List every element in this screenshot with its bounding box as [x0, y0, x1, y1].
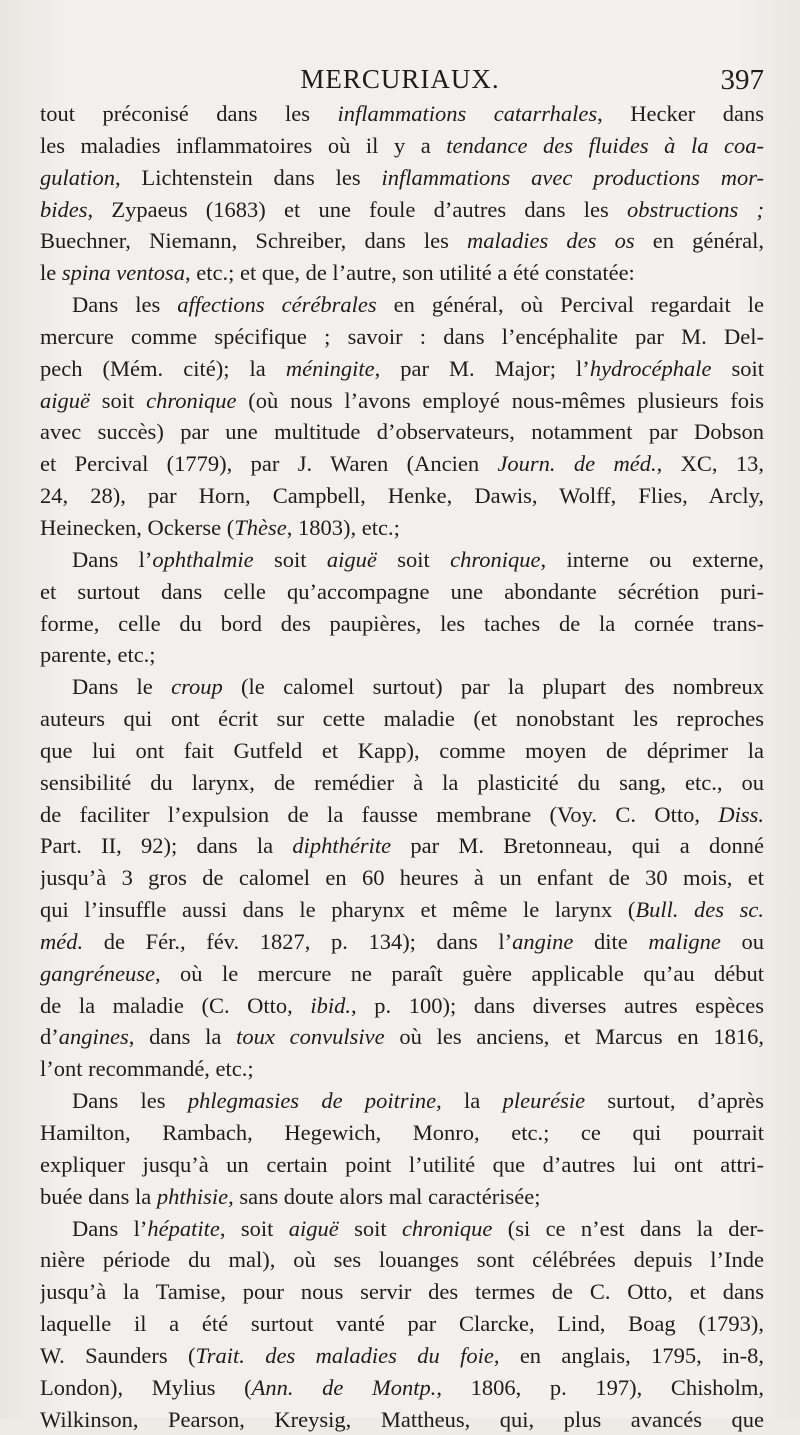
text-phrase: soit [338, 1215, 402, 1241]
text-line [40, 448, 764, 480]
italic-phrase: Ann. de Montp. [251, 1374, 437, 1400]
text-phrase: London), Mylius ( [40, 1374, 252, 1400]
text-phrase: (où nous l’avons employé nous-mêmes plusieurs fois [236, 387, 764, 413]
text-line [40, 1340, 764, 1372]
text-line [40, 862, 764, 894]
text-phrase: buée dans la [40, 1183, 157, 1209]
text-line [40, 1021, 764, 1053]
text-phrase: Dans les [72, 292, 178, 318]
text-line [40, 289, 764, 321]
text-phrase: Buechner, Niemann, Schreiber, dans les [40, 228, 468, 254]
italic-phrase: tendance des fluides à la coa- [446, 132, 764, 158]
text-phrase: l’ont recommandé, etc.; [40, 1056, 254, 1082]
italic-phrase: bides [40, 196, 88, 222]
text-phrase: , dans la [128, 1024, 237, 1050]
text-phrase: le [40, 260, 62, 286]
text-phrase: que lui ont fait Gutfeld et Kapp), comme moyen de déprimer la [40, 737, 764, 763]
text-phrase: soit [253, 546, 327, 572]
text-phrase: , où le mercure ne paraît guère applicable qu’au début [154, 960, 764, 986]
italic-phrase: maladies des os [467, 228, 635, 254]
text-phrase: , p. 100); dans diverses autres espèces [351, 992, 764, 1018]
page-number: 397 [720, 64, 764, 96]
text-phrase: jusqu’à 3 gros de calomel en 60 heures à un enfant de 30 mois, et [40, 865, 764, 891]
text-phrase: , Zypaeus (1683) et une foule d’autres dans les [87, 196, 628, 222]
text-phrase: laquelle il a été surtout vanté par Clarcke, Lind, Boag (1793), [40, 1311, 764, 1337]
text-phrase: Heinecken, Ockerse ( [40, 514, 235, 540]
text-phrase: , la [436, 1088, 503, 1114]
text-line [40, 480, 764, 512]
text-phrase: et surtout dans celle qu’accompagne une abondante sécrétion puri- [40, 578, 764, 604]
text-line [40, 1149, 764, 1181]
text-line [40, 639, 764, 671]
text-phrase: et Percival (1779), par J. Waren (Ancien [40, 451, 498, 477]
text-line [40, 194, 764, 226]
italic-phrase: phthisie [156, 1183, 229, 1209]
text-phrase: où les anciens, et Marcus en 1816, [384, 1024, 764, 1050]
italic-phrase: hydrocéphale [589, 355, 712, 381]
italic-phrase: angine [512, 928, 574, 954]
text-phrase: en général, où Percival regardait le [376, 292, 764, 318]
text-line [40, 544, 764, 576]
text-phrase: (le calomel surtout) par la plupart des nombreux [222, 674, 764, 700]
text-phrase: expliquer jusqu’à un certain point l’utilité que d’autres lui ont attri- [40, 1151, 764, 1177]
text-phrase: sensibilité du larynx, de remédier à la plasticité du sang, etc., ou [40, 769, 764, 795]
italic-phrase: hépatite [147, 1215, 220, 1241]
italic-phrase: Thèse [234, 514, 287, 540]
text-phrase: , soit [219, 1215, 289, 1241]
text-line [40, 1244, 764, 1276]
text-phrase: jusqu’à la Tamise, pour nous servir des termes de C. Otto, et dans [40, 1279, 764, 1305]
text-line [40, 1213, 764, 1245]
italic-phrase: gulation [40, 164, 116, 190]
text-phrase: , 1806, p. 197), Chisholm, [436, 1374, 764, 1400]
text-line [40, 576, 764, 608]
text-line [40, 321, 764, 353]
italic-phrase: obstructions ; [627, 196, 764, 222]
italic-phrase: toux convulsive [236, 1024, 385, 1050]
text-line [40, 1181, 764, 1213]
text-phrase: W. Saunders ( [40, 1342, 196, 1368]
text-phrase: soit [711, 355, 764, 381]
text-line [40, 416, 764, 448]
text-line [40, 130, 764, 162]
italic-phrase: chronique [146, 387, 237, 413]
running-title: MERCURIAUX. [300, 64, 500, 94]
text-phrase: d’ [40, 1024, 59, 1050]
text-line [40, 385, 764, 417]
text-phrase: Part. II, 92); dans la [40, 833, 293, 859]
text-phrase: , interne ou externe, [540, 546, 764, 572]
text-line [40, 98, 764, 130]
text-line [40, 162, 764, 194]
text-phrase: ou [720, 928, 764, 954]
text-line [40, 958, 764, 990]
text-phrase: Dans les [72, 1088, 188, 1114]
italic-phrase: gangréneuse [40, 960, 155, 986]
text-phrase: en général, [634, 228, 764, 254]
text-phrase: tout préconisé dans les [40, 101, 338, 126]
text-phrase: , etc.; et que, de l’autre, son utilité a été constatée: [185, 260, 635, 286]
italic-phrase: angines [58, 1024, 129, 1050]
text-line [40, 353, 764, 385]
italic-phrase: Diss. [718, 801, 764, 827]
text-phrase: de faciliter l’expulsion de la fausse membrane (Voy. C. Otto, [40, 801, 719, 827]
text-phrase: parente, etc.; [40, 642, 156, 668]
italic-phrase: croup [171, 674, 223, 700]
italic-phrase: spina ventosa [61, 260, 185, 286]
text-line [40, 735, 764, 767]
text-line [40, 608, 764, 640]
text-phrase: soit [90, 387, 147, 413]
text-line [40, 1085, 764, 1117]
text-phrase: soit [376, 546, 451, 572]
text-phrase: de la maladie (C. Otto, [40, 992, 311, 1018]
text-line [40, 512, 764, 544]
text-line [40, 1404, 764, 1435]
italic-phrase: maligne [648, 928, 721, 954]
italic-phrase: ophthalmie [152, 546, 254, 572]
text-phrase: nière période du mal), où ses louanges sont célébrées depuis l’Inde [40, 1247, 764, 1273]
body-text [40, 98, 764, 1435]
text-phrase: , XC, 13, [656, 451, 764, 477]
text-line [40, 225, 764, 257]
italic-phrase: méningite [285, 355, 375, 381]
text-line [40, 1053, 764, 1085]
text-phrase: Wilkinson, Pearson, Kreysig, Mattheus, qui, plus avancés que [40, 1406, 764, 1432]
italic-phrase: aiguë [326, 546, 377, 572]
text-phrase: , par M. Major; l’ [374, 355, 590, 381]
text-line [40, 671, 764, 703]
text-phrase: Dans le [72, 674, 172, 700]
text-phrase: , Lichtenstein dans les [115, 164, 382, 190]
text-line [40, 1117, 764, 1149]
text-phrase: (si ce n’est dans la der- [492, 1215, 764, 1241]
text-line [40, 830, 764, 862]
text-phrase: , sans doute alors mal caractérisée; [228, 1183, 541, 1209]
italic-phrase: Trait. des maladies du foie [195, 1342, 494, 1368]
italic-phrase: inflammations catarrhales [337, 101, 598, 126]
text-phrase: , en anglais, 1795, in-8, [493, 1342, 764, 1368]
text-line [40, 1276, 764, 1308]
text-phrase: surtout, d’après [585, 1088, 764, 1114]
text-line [40, 926, 764, 958]
italic-phrase: ibid. [310, 992, 352, 1018]
text-phrase: auteurs qui ont écrit sur cette maladie (et nonobstant les reproches [40, 706, 764, 732]
text-phrase: les maladies inflammatoires où il y a [40, 132, 447, 158]
text-line [40, 257, 764, 289]
italic-phrase: Bull. des sc. [635, 897, 764, 923]
text-phrase: , Hecker dans [597, 101, 764, 126]
text-line [40, 703, 764, 735]
text-line [40, 767, 764, 799]
text-line [40, 990, 764, 1022]
italic-phrase: affections cérébrales [177, 292, 377, 318]
italic-phrase: chronique [450, 546, 541, 572]
text-phrase: Hamilton, Rambach, Hegewich, Monro, etc.; ce qui pourrait [40, 1120, 764, 1145]
text-phrase: dite [573, 928, 649, 954]
italic-phrase: méd. [40, 928, 84, 954]
text-phrase: par M. Bretonneau, qui a donné [391, 833, 764, 859]
text-phrase: mercure comme spécifique ; savoir : dans l’encéphalite par M. Del- [40, 323, 764, 349]
text-line [40, 894, 764, 926]
text-phrase: qui l’insuffle aussi dans le pharynx et même le larynx ( [40, 897, 636, 923]
text-phrase: Dans l’ [72, 1215, 148, 1241]
text-line [40, 1372, 764, 1404]
text-phrase: forme, celle du bord des paupières, les taches de la cornée trans- [40, 610, 764, 636]
text-line [40, 799, 764, 831]
italic-phrase: aiguë [40, 387, 90, 413]
italic-phrase: phlegmasies de poitrine [187, 1088, 437, 1114]
text-phrase: pech (Mém. cité); la [40, 355, 286, 381]
text-phrase: avec succès) par une multitude d’observateurs, notamment par Dobson [40, 419, 764, 445]
italic-phrase: pleurésie [502, 1088, 586, 1114]
italic-phrase: chronique [401, 1215, 493, 1241]
italic-phrase: diphthérite [292, 833, 392, 859]
italic-phrase: inflammations avec productions mor- [381, 164, 764, 190]
text-phrase: 24, 28), par Horn, Campbell, Henke, Dawis, Wolff, Flies, Arcly, [40, 483, 764, 509]
text-phrase: Dans l’ [72, 546, 153, 572]
italic-phrase: Journ. de méd. [497, 451, 657, 477]
text-line [40, 1308, 764, 1340]
page-header [0, 64, 800, 98]
text-phrase: , 1803), etc.; [286, 514, 400, 540]
text-phrase: de Fér., fév. 1827, p. 134); dans l’ [83, 928, 513, 954]
italic-phrase: aiguë [288, 1215, 339, 1241]
